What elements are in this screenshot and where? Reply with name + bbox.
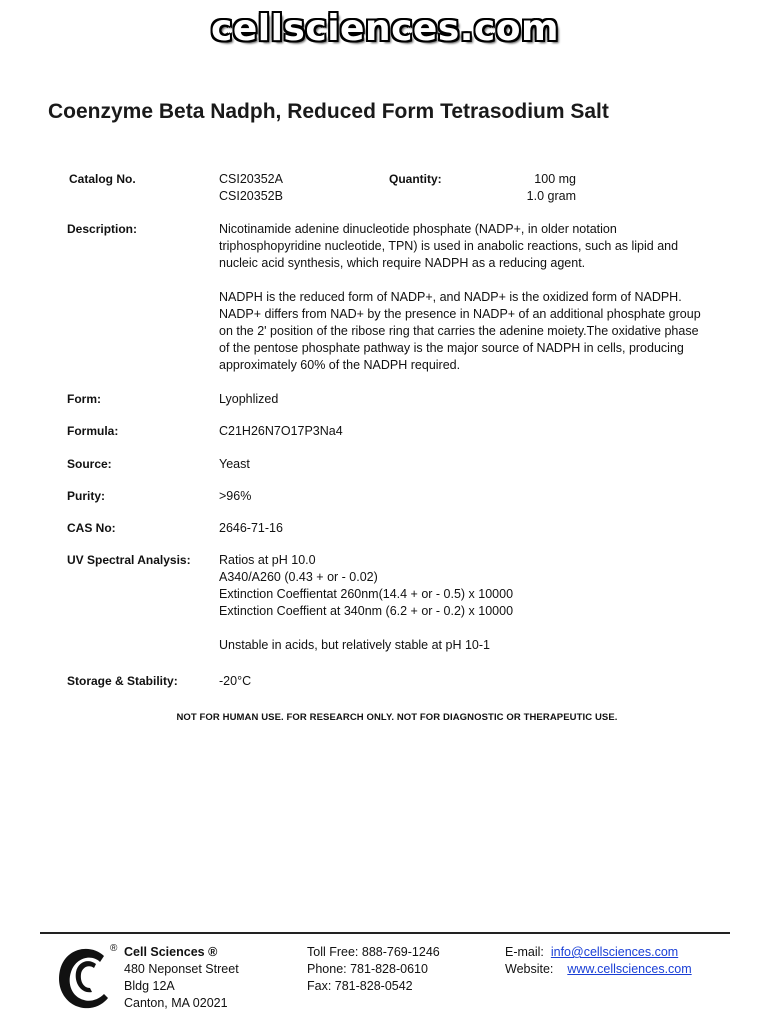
description-line: triphosphopyridine nucleotide, TPN) is used in anabolic reactions, such as lipid and (219, 239, 679, 253)
source-value: Yeast (219, 457, 250, 471)
uv-line: A340/A260 (0.43 + or - 0.02) (219, 570, 378, 584)
footer-address (124, 944, 239, 1012)
formula-value: C21H26N7O17P3Na4 (219, 424, 343, 438)
catalog-label: Catalog No. (69, 172, 136, 186)
description-paragraph (219, 289, 709, 374)
cellsciences-logo[interactable]: cellsciences.com (210, 8, 560, 49)
email-link[interactable]: info@cellsciences.com (550, 945, 679, 959)
registered-mark: ® (110, 943, 118, 954)
description-line: on the 2' position of the ribose ring that carries the adenine moiety.The oxidative phase (219, 324, 699, 338)
footer-phones (307, 944, 440, 995)
email-row (505, 944, 692, 961)
uv-line: Ratios at pH 10.0 (219, 553, 316, 567)
form-label: Form: (67, 392, 101, 406)
uv-analysis-value (219, 552, 709, 654)
address-line: Canton, MA 02021 (124, 996, 228, 1010)
storage-label: Storage & Stability: (67, 674, 178, 688)
company-name: Cell Sciences ® (124, 945, 218, 959)
form-value: Lyophlized (219, 392, 279, 406)
footer-contact (505, 944, 692, 978)
quantity-value: 1.0 gram (526, 189, 576, 203)
quantities (500, 171, 576, 205)
purity-value: >96% (219, 489, 252, 503)
cell-sciences-c-logo-icon (52, 942, 116, 1014)
description-line: Nicotinamide adenine dinucleotide phosphate (NADP+, in older notation (219, 222, 617, 236)
website-link[interactable]: www.cellsciences.com (567, 962, 692, 976)
website-label: Website: (505, 962, 554, 976)
source-label: Source: (67, 457, 112, 471)
description-label: Description: (67, 222, 138, 236)
description-line: of the pentose phosphate pathway is the major source of NADPH in cells, producing (219, 341, 684, 355)
email-label: E-mail: (505, 945, 544, 959)
storage-value: -20°C (219, 674, 252, 688)
uv-analysis-label: UV Spectral Analysis: (67, 553, 191, 567)
cas-value: 2646-71-16 (219, 521, 283, 535)
catalog-number: CSI20352B (219, 189, 283, 203)
product-title: Coenzyme Beta Nadph, Reduced Form Tetrasodium Salt (48, 100, 609, 123)
description-paragraph (219, 221, 709, 272)
footer-divider (40, 932, 730, 934)
website-row (505, 961, 692, 978)
fax-number: Fax: 781-828-0542 (307, 979, 413, 993)
description-text (219, 221, 709, 374)
uv-lines (219, 552, 709, 620)
disclaimer: NOT FOR HUMAN USE. FOR RESEARCH ONLY. NOT FOR DIAGNOSTIC OR THERAPEUTIC USE. (176, 712, 618, 723)
quantity-label: Quantity: (389, 172, 442, 186)
uv-line: Extinction Coeffient at 340nm (6.2 + or - 0.2) x 10000 (219, 604, 514, 618)
address-line: Bldg 12A (124, 979, 175, 993)
cas-label: CAS No: (67, 521, 116, 535)
description-line: NADP+ differs from NAD+ by the presence in NADP+ of an additional phosphate group (219, 307, 701, 321)
toll-free-number: Toll Free: 888-769-1246 (307, 945, 440, 959)
description-line: nucleic acid synthesis, which require NADPH as a reducing agent. (219, 256, 586, 270)
formula-label: Formula: (67, 424, 119, 438)
phone-number: Phone: 781-828-0610 (307, 962, 428, 976)
uv-note: Unstable in acids, but relatively stable at pH 10-1 (219, 638, 490, 652)
purity-label: Purity: (67, 489, 106, 503)
uv-line: Extinction Coeffientat 260nm(14.4 + or - 0.5) x 10000 (219, 587, 514, 601)
description-line: approximately 60% of the NADPH required. (219, 358, 461, 372)
description-line: NADPH is the reduced form of NADP+, and NADP+ is the oxidized form of NADPH. (219, 290, 682, 304)
address-line: 480 Neponset Street (124, 962, 239, 976)
catalog-numbers (219, 171, 709, 205)
quantity-value: 100 mg (534, 172, 576, 186)
catalog-number: CSI20352A (219, 172, 283, 186)
